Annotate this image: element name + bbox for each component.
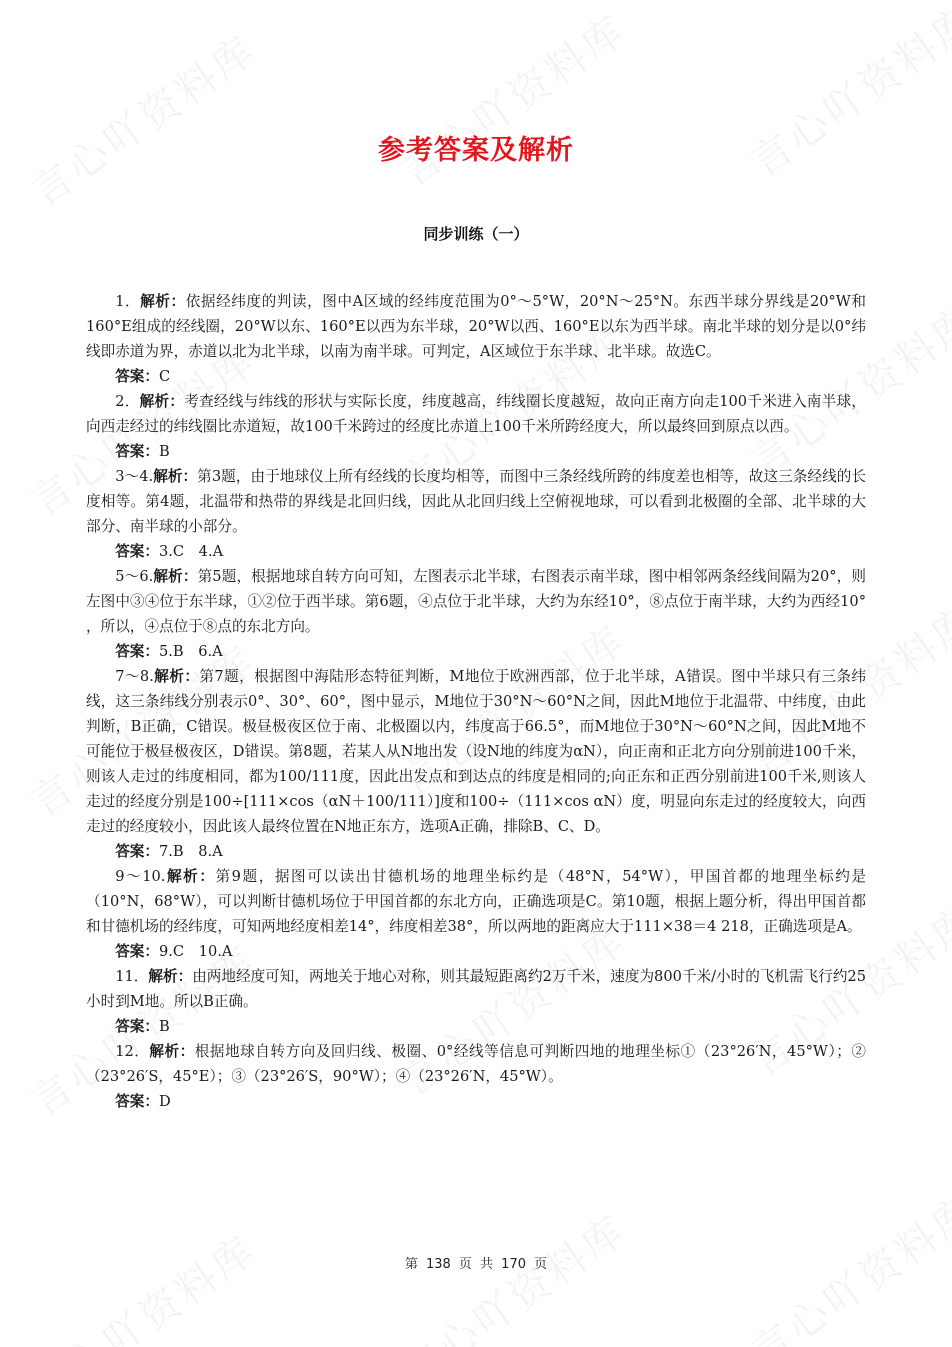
analysis-label: 解析： — [140, 293, 186, 310]
analysis-item-7-8 — [86, 664, 866, 839]
analysis-item-9-10 — [86, 864, 866, 939]
item-number: 9～10. — [115, 868, 166, 885]
answer-value: 9.C 10.A — [158, 943, 233, 960]
answer-line-2 — [86, 439, 866, 464]
watermark — [18, 1219, 267, 1347]
analysis-label: 解析： — [139, 393, 185, 410]
analysis-text: 第9题，据图可以读出甘德机场的地理坐标约是（48°N，54°W），甲国首都的地理坐标约是（10°N，68°W），可以判断甘德机场位于甲国首都的东北方向，正确选项是C。第10题，根据上题分析，得出甲国首都和甘德机场的经纬度，可知两地经度相差14°，纬度相差38°，所以两地的距离应大于111×38＝4 218，正确选项是A。 — [86, 868, 866, 935]
answer-line-5-6 — [86, 639, 866, 664]
analysis-label: 解析： — [153, 468, 198, 485]
answer-line-11 — [86, 1014, 866, 1039]
item-number: 7～8. — [115, 668, 154, 685]
answer-line-1 — [86, 364, 866, 389]
analysis-item-5-6 — [86, 564, 866, 639]
analysis-label: 解析： — [153, 668, 200, 685]
answer-value: D — [158, 1093, 171, 1110]
analysis-text: 第7题，根据图中海陆形态特征判断，M地位于欧洲西部，位于北半球，A错误。图中半球只有三条纬线，这三条纬线分别表示0°、30°、60°，图中显示，M地位于30°N～60°N之间，因此M地位于北温带、中纬度，由此判断，B正确，C错误。极昼极夜区位于南、北极圈以内，纬度高于66.5°，而M地位于30°N～60°N之间，因此M地不可能位于极昼极夜区，D错误。第8题，若某人从N地出发（设N地的纬度为αN），向正南和正北方向分别前进100千米，则该人走过的纬度相同，都为100/111度，因此出发点和到达点的纬度是相同的;向正东和正西分别前进100千米,则该人走过的经度分别是100÷[111×cos（αN＋100/111）]度和100÷（111×cos αN）度，明显向东走过的经度较大，向西走过的经度较小，因此该人最终位置在N地正东方，选项A正确，排除B、C、D。 — [86, 668, 866, 835]
answer-value: B — [158, 1018, 170, 1035]
watermark — [388, 1199, 637, 1347]
analysis-text: 依据经纬度的判读，图中A区域的经纬度范围为0°～5°W，20°N～25°N。东西半球分界线是20°W和160°E组成的经线圈，20°W以东、160°E以西为东半球，20°W以西、160°E以东为西半球。南北半球的划分是以0°纬线即赤道为界，赤道以北为北半球，以南为南半球。可判定，A区域位于东半球、北半球。故选C。 — [86, 293, 866, 360]
answer-value: 5.B 6.A — [158, 643, 223, 660]
analysis-label: 解析： — [165, 868, 216, 885]
analysis-text: 第5题，根据地球自转方向可知，左图表示北半球，右图表示南半球，图中相邻两条经线间隔为20°，则左图中③④位于东半球，①②位于西半球。第6题，④点位于北半球，大约为东经10°，⑧点位于南半球，大约为西经10° ，所以，④点位于⑧点的东北方向。 — [86, 568, 866, 635]
analysis-text: 考查经线与纬线的形状与实际长度，纬度越高，纬线圈长度越短，故向正南方向走100千米进入南半球，向西走经过的纬线圈比赤道短，故100千米跨过的经度比赤道上100千米所跨经度大，所以最终回到原点以西。 — [86, 393, 866, 435]
analysis-item-1 — [86, 289, 866, 364]
analysis-text: 由两地经度可知，两地关于地心对称，则其最短距离约2万千米，速度为800千米/小时的飞机需飞行约25小时到M地。所以B正确。 — [86, 968, 866, 1010]
answer-label: 答案： — [115, 843, 159, 860]
answer-value: 7.B 8.A — [158, 843, 223, 860]
answer-value: C — [158, 368, 171, 385]
answer-label: 答案： — [115, 543, 159, 560]
item-number: 1． — [115, 293, 141, 310]
page-number-footer: 第 138 页 共 170 页 — [404, 1257, 548, 1272]
answer-line-12 — [86, 1089, 866, 1114]
answer-label: 答案： — [115, 443, 159, 460]
item-number: 5～6. — [115, 568, 154, 585]
answer-line-3-4 — [86, 539, 866, 564]
section-title: 同步训练（一） — [423, 225, 529, 243]
answer-label: 答案： — [115, 643, 159, 660]
answer-content — [86, 289, 866, 1114]
item-number: 2． — [115, 393, 140, 410]
analysis-text: 根据地球自转方向及回归线、极圈、0°经线等信息可判断四地的地理坐标①（23°26′N，45°W）；②（23°26′S，45°E）；③（23°26′S，90°W）；④（23°26′N，45°W）。 — [86, 1043, 866, 1085]
answer-line-9-10 — [86, 939, 866, 964]
answer-label: 答案： — [115, 1018, 159, 1035]
answer-label: 答案： — [115, 943, 159, 960]
analysis-label: 解析： — [149, 1043, 195, 1060]
analysis-item-3-4 — [86, 464, 866, 539]
analysis-item-11 — [86, 964, 866, 1014]
item-number: 12． — [115, 1043, 150, 1060]
item-number: 11． — [115, 968, 149, 985]
answer-label: 答案： — [115, 1093, 159, 1110]
analysis-item-12 — [86, 1039, 866, 1089]
answer-line-7-8 — [86, 839, 866, 864]
analysis-item-2 — [86, 389, 866, 439]
item-number: 3～4. — [115, 468, 154, 485]
answer-label: 答案： — [115, 368, 159, 385]
watermark — [388, 0, 637, 198]
page-title: 参考答案及解析 — [378, 135, 574, 166]
answer-value: 3.C 4.A — [158, 543, 224, 560]
watermark — [18, 19, 267, 217]
answer-value: B — [158, 443, 170, 460]
analysis-label: 解析： — [148, 968, 193, 985]
analysis-label: 解析： — [153, 568, 198, 585]
analysis-text: 第3题，由于地球仪上所有经线的长度均相等，而图中三条经线所跨的纬度差也相等，故这三条经线的长度相等。第4题，北温带和热带的界线是北回归线，因此从北回归线上空俯视地球，可以看到北极圈的全部、北半球的大部分、南半球的小部分。 — [86, 468, 866, 535]
